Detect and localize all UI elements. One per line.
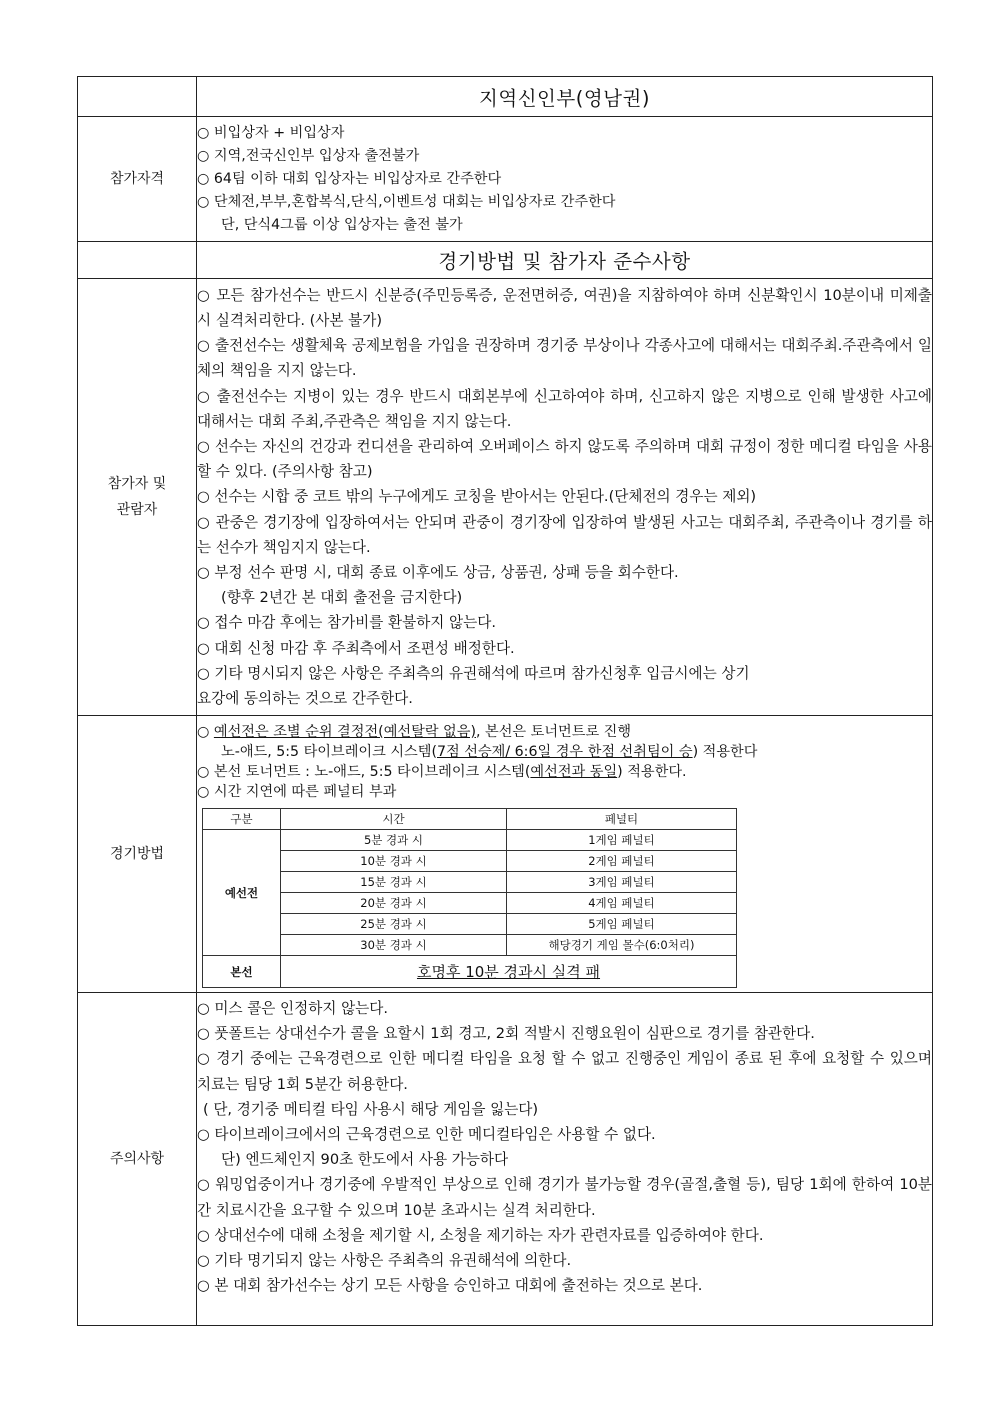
- cautions-label: 주의사항: [78, 993, 197, 1326]
- caution-paragraph: ( 단, 경기중 메티컬 타임 사용시 해당 게임을 잃는다): [203, 1100, 539, 1118]
- penalty-time: 20분 경과 시: [281, 893, 507, 914]
- main-rule: 호명후 10분 경과시 실격 패: [281, 956, 737, 988]
- caution-paragraph: ○ 기타 명기되지 않는 사항은 주최측의 유권해석에 의한다.: [197, 1252, 572, 1270]
- penalty-time: 10분 경과 시: [281, 851, 507, 872]
- penalty-time: 5분 경과 시: [281, 830, 507, 851]
- participants-content: [197, 279, 933, 716]
- penalty-value: 1게임 페널티: [507, 830, 737, 851]
- penalty-header-group: 구분: [203, 809, 281, 830]
- penalty-value: 5게임 페널티: [507, 914, 737, 935]
- rule-paragraph: ○ 접수 마감 후에는 참가비를 환불하지 않는다.: [197, 614, 496, 632]
- rule-paragraph: ○ 관중은 경기장에 입장하여서는 안되며 관중이 경기장에 입장하여 발생된 사고는 대회주최, 주관측이나 경기를 하는 선수가 책임지지 않는다.: [197, 513, 932, 556]
- participants-label-line: 참가자 및: [107, 476, 167, 492]
- rule-paragraph: ○ 출전선수는 생활체육 공제보험을 가입을 권장하며 경기중 부상이나 각종사고에 대해서는 대회주최.주관측에서 일체의 책임을 지지 않는다.: [197, 337, 932, 380]
- division-title: 지역신인부(영남권): [197, 77, 933, 117]
- rule-paragraph: 요강에 동의하는 것으로 간주한다.: [197, 690, 413, 708]
- cautions-content: [197, 993, 933, 1326]
- caution-paragraph: ○ 상대선수에 대해 소청을 제기할 시, 소청을 제기하는 자가 관련자료를 입증하여야 한다.: [197, 1226, 764, 1244]
- penalty-time: 15분 경과 시: [281, 872, 507, 893]
- method-content: [197, 716, 933, 993]
- caution-paragraph: ○ 본 대회 참가선수는 상기 모든 사항을 승인하고 대회에 출전하는 것으로 본다.: [197, 1277, 703, 1295]
- method-line: ○ 본선 토너먼트 : 노-애드, 5:5 타이브레이크 시스템(예선전과 동일) 적용한다.: [197, 764, 687, 780]
- rule-paragraph: ○ 기타 명시되지 않은 사항은 주최측의 유권해석에 따르며 참가신청후 입금시에는 상기: [197, 664, 750, 682]
- caution-paragraph: ○ 타이브레이크에서의 근육경련으로 인한 메디컬타임은 사용할 수 없다.: [197, 1126, 656, 1144]
- eligibility-line: ○ 64팀 이하 대회 입상자는 비입상자로 간주한다: [197, 170, 502, 187]
- method-line: 노-애드, 5:5 타이브레이크 시스템(7점 선승제/ 6:6일 경우 한점 선취팀이 승) 적용한다: [221, 744, 758, 760]
- caution-paragraph: ○ 미스 콜은 인정하지 않는다.: [197, 1000, 389, 1017]
- eligibility-line: 단, 단식4그룹 이상 입상자는 출전 불가: [221, 216, 463, 233]
- eligibility-content: [197, 117, 933, 242]
- participants-label-line: 관람자: [116, 502, 158, 518]
- rule-paragraph: ○ 대회 신청 마감 후 주최측에서 조편성 배정한다.: [197, 639, 515, 657]
- section-title: 경기방법 및 참가자 준수사항: [197, 242, 933, 279]
- penalty-time: 25분 경과 시: [281, 914, 507, 935]
- penalty-value: 4게임 페널티: [507, 893, 737, 914]
- eligibility-label: 참가자격: [78, 117, 197, 242]
- main-label: 본선: [203, 956, 281, 988]
- rules-table: [77, 76, 933, 1326]
- penalty-table: [202, 808, 737, 988]
- caution-paragraph: ○ 경기 중에는 근육경련으로 인한 메디컬 타임을 요청 할 수 없고 진행중인 게임이 종료 된 후에 요청할 수 있으며 치료는 팀당 1회 5분간 허용한다.: [197, 1050, 932, 1093]
- rule-paragraph: ○ 출전선수는 지병이 있는 경우 반드시 대회본부에 신고하여야 하며, 신고하지 않은 지병으로 인해 발생한 사고에 대해서는 대회 주최,주관측은 책임을 지지 않는다.: [197, 387, 932, 430]
- participants-label: [78, 279, 197, 716]
- penalty-value: 3게임 페널티: [507, 872, 737, 893]
- rule-paragraph: ○ 선수는 시합 중 코트 밖의 누구에게도 코칭을 받아서는 안된다.(단체전의 경우는 제외): [197, 488, 757, 506]
- method-label: 경기방법: [78, 716, 197, 993]
- method-line: ○ 시간 지연에 따른 페널티 부과: [197, 784, 397, 800]
- header-empty-cell: [78, 77, 197, 117]
- prelim-label: 예선전: [203, 830, 281, 956]
- section-empty-cell: [78, 242, 197, 279]
- eligibility-line: ○ 지역,전국신인부 입상자 출전불가: [197, 147, 420, 164]
- penalty-time: 30분 경과 시: [281, 935, 507, 956]
- eligibility-line: ○ 단체전,부부,혼합복식,단식,이벤트성 대회는 비입상자로 간주한다: [197, 193, 616, 210]
- rule-paragraph: ○ 모든 참가선수는 반드시 신분증(주민등록증, 운전면허증, 여권)을 지참하여야 하며 신분확인시 10분이내 미제출시 실격처리한다. (사본 불가): [197, 286, 932, 329]
- caution-paragraph: 단) 엔드체인지 90초 한도에서 사용 가능하다: [221, 1151, 509, 1169]
- penalty-value: 2게임 페널티: [507, 851, 737, 872]
- method-line: ○ 예선전은 조별 순위 결정전(예선탈락 없음), 본선은 토너먼트로 진행: [197, 724, 632, 740]
- rule-paragraph: ○ 부정 선수 판명 시, 대회 종료 이후에도 상금, 상품권, 상패 등을 회수한다.: [197, 564, 679, 581]
- caution-paragraph: ○ 워밍업중이거나 경기중에 우발적인 부상으로 인해 경기가 불가능할 경우(골절,출혈 등), 팀당 1회에 한하여 10분간 치료시간을 요구할 수 있으며 10분 초과시는 실격 처리한다.: [197, 1176, 932, 1219]
- eligibility-line: ○ 비입상자 + 비입상자: [197, 124, 345, 141]
- penalty-header-penalty: 페널티: [507, 809, 737, 830]
- caution-paragraph: ○ 풋폴트는 상대선수가 콜을 요할시 1회 경고, 2회 적발시 진행요원이 심판으로 경기를 참관한다.: [197, 1025, 815, 1043]
- rule-paragraph: (향후 2년간 본 대회 출전을 금지한다): [221, 589, 463, 607]
- rule-paragraph: ○ 선수는 자신의 건강과 컨디션을 관리하여 오버페이스 하지 않도록 주의하며 대회 규정이 정한 메디컬 타임을 사용할 수 있다. (주의사항 참고): [197, 437, 932, 481]
- penalty-value: 해당경기 게임 몰수(6:0처리): [507, 935, 737, 956]
- penalty-header-time: 시간: [281, 809, 507, 830]
